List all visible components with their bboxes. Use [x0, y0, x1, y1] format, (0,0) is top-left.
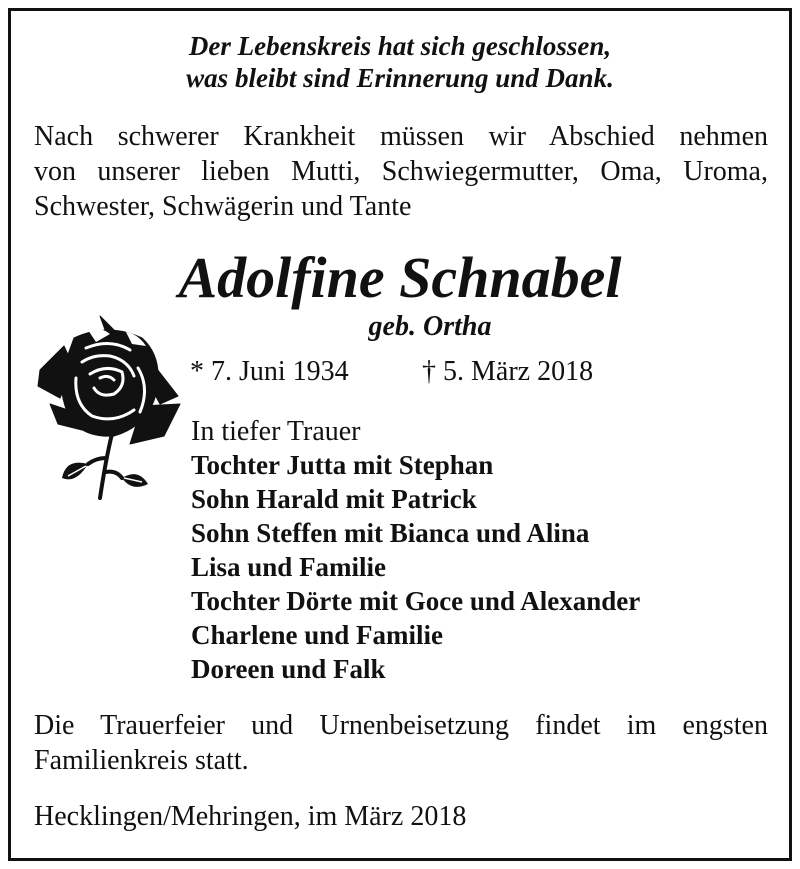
- mourner-line: Lisa und Familie: [191, 552, 387, 582]
- funeral-line-1: Die Trauerfeier und Urnenbeisetzung findet im engsten: [34, 710, 768, 741]
- mourner-line: Sohn Steffen mit Bianca und Alina: [191, 518, 590, 548]
- death-date: † 5. März 2018: [422, 356, 594, 387]
- maiden-name: geb. Ortha: [368, 311, 492, 342]
- place-date: Hecklingen/Mehringen, im März 2018: [34, 801, 467, 832]
- rose-icon: [30, 308, 182, 506]
- intro-line-3: Schwester, Schwägerin und Tante: [34, 191, 412, 222]
- motto-line-1: Der Lebenskreis hat sich geschlossen,: [188, 31, 612, 61]
- mourner-line: Tochter Jutta mit Stephan: [191, 450, 494, 480]
- funeral-line-2: Familienkreis statt.: [34, 745, 249, 776]
- birth-date: * 7. Juni 1934: [190, 356, 349, 387]
- intro-line-2: von unserer lieben Mutti, Schwiegermutter, Oma, Uroma,: [34, 156, 768, 187]
- intro-line-1: Nach schwerer Krankheit müssen wir Abschied nehmen: [34, 121, 768, 152]
- motto-line-2: was bleibt sind Erinnerung und Dank.: [186, 63, 614, 93]
- mourner-line: Sohn Harald mit Patrick: [191, 484, 477, 514]
- mourner-line: Charlene und Familie: [191, 620, 444, 650]
- mourners-intro: In tiefer Trauer: [191, 416, 361, 447]
- deceased-name: Adolfine Schnabel: [178, 245, 622, 310]
- mourner-line: Doreen und Falk: [191, 654, 386, 684]
- mourner-line: Tochter Dörte mit Goce und Alexander: [191, 586, 641, 616]
